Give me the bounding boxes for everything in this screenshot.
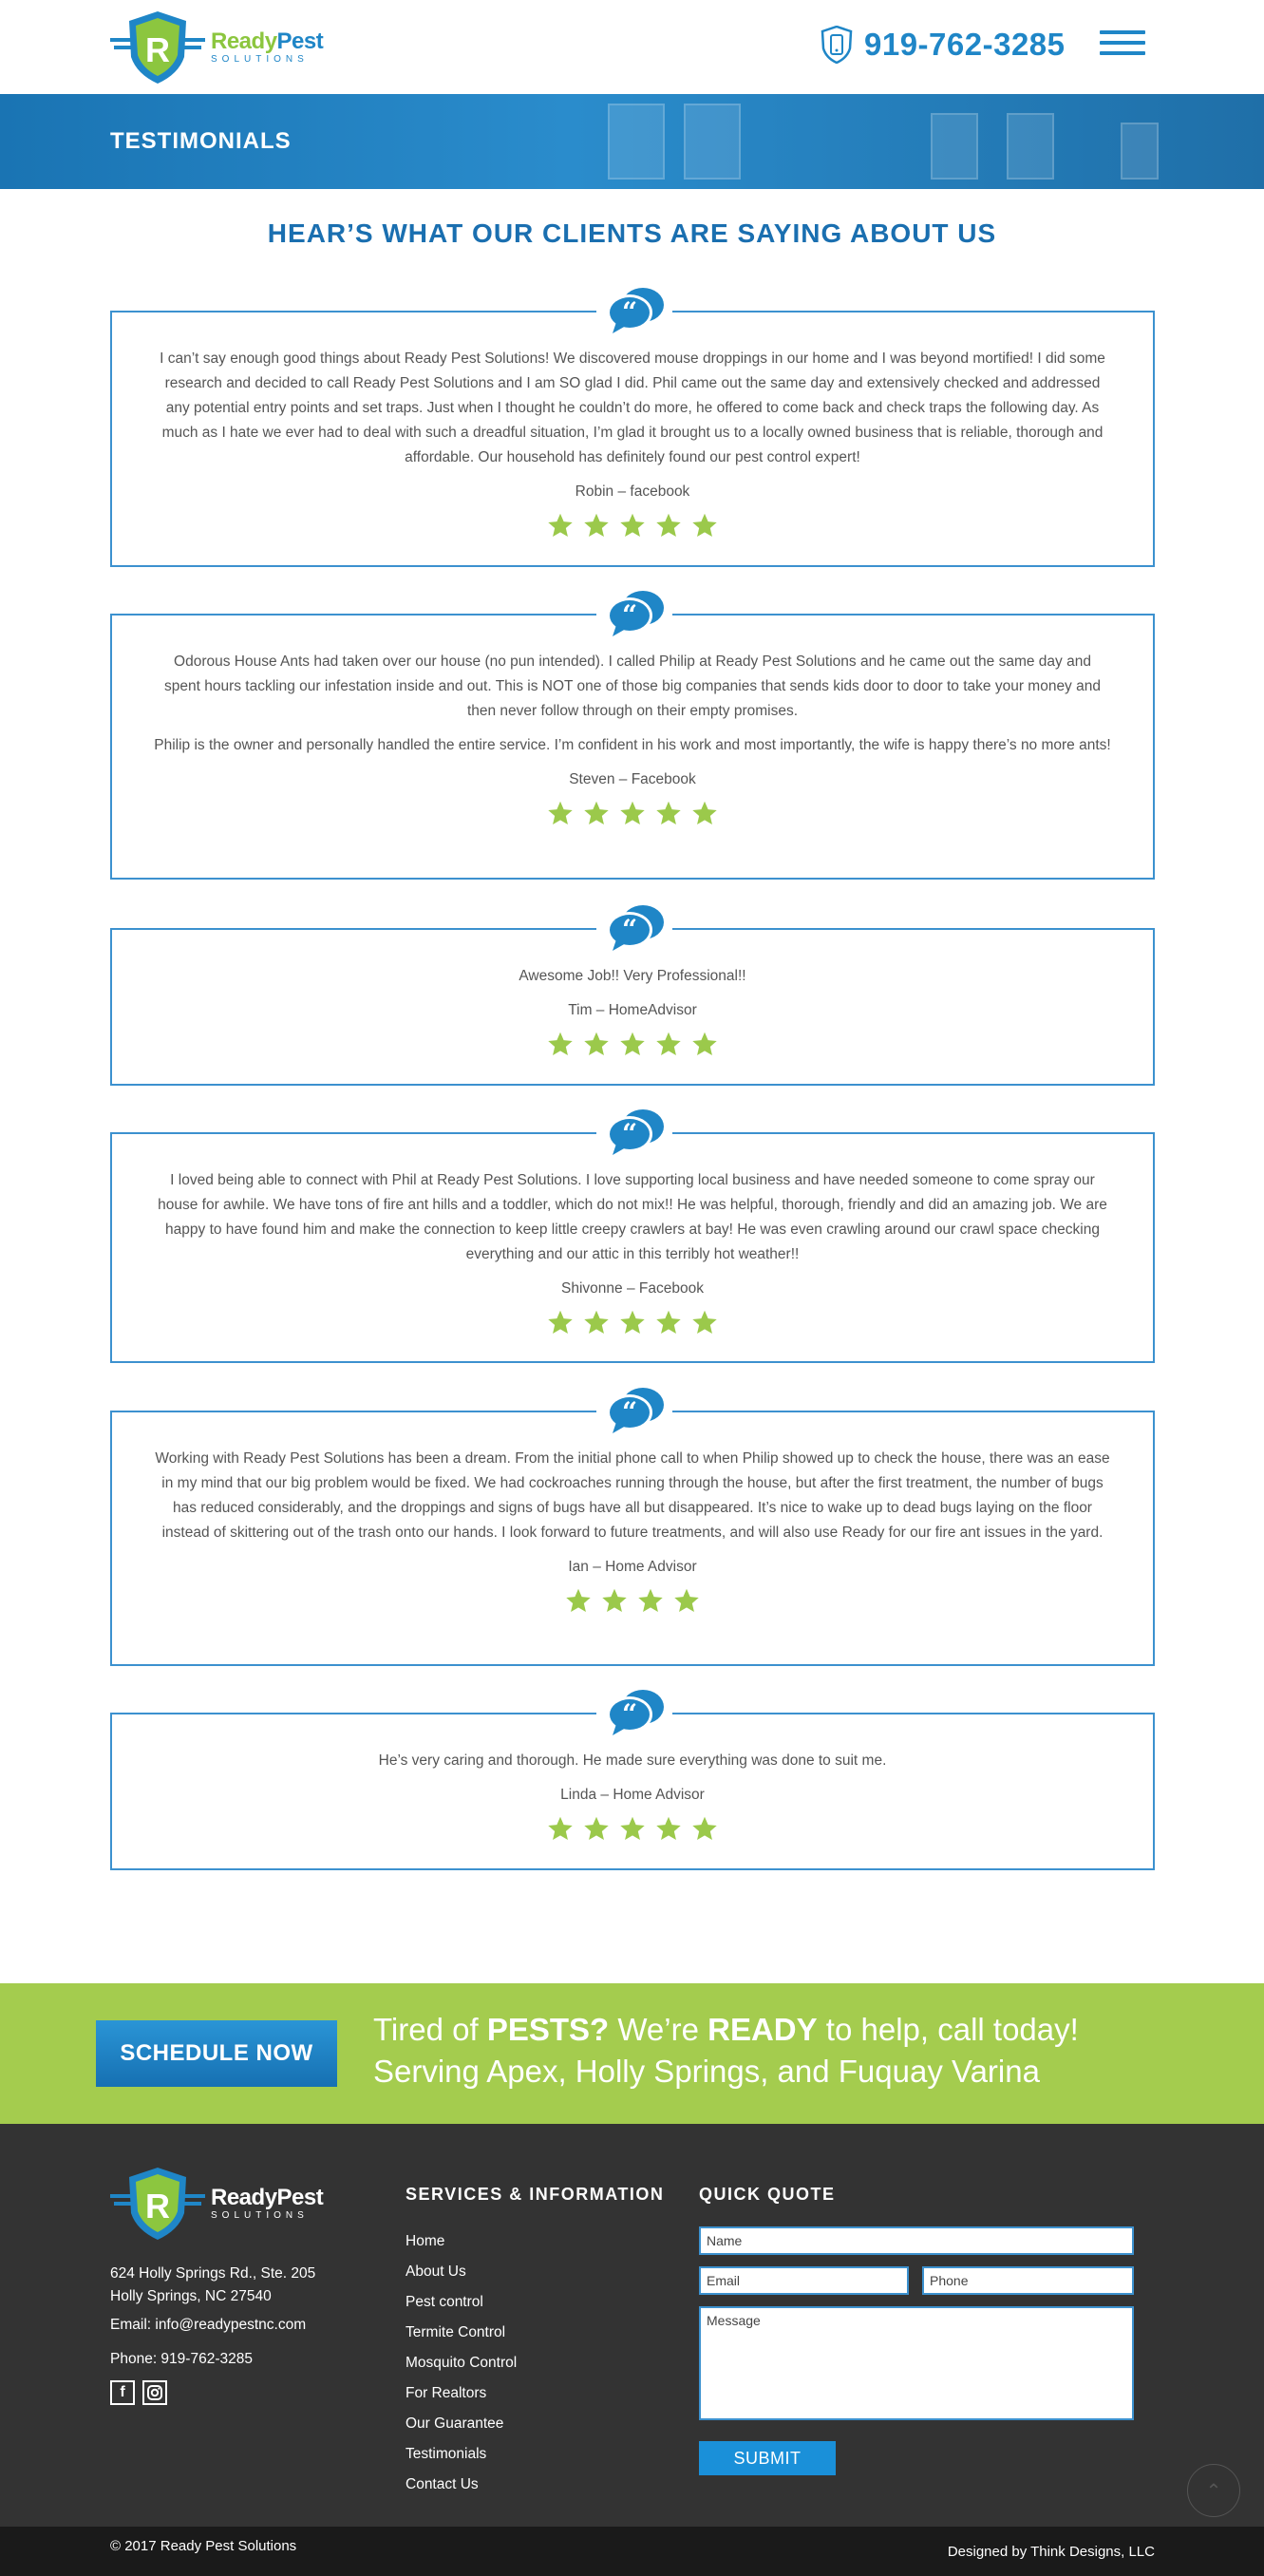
quote-bubble-icon xyxy=(596,282,672,339)
star-rating xyxy=(112,1031,1153,1062)
star-icon xyxy=(655,1815,682,1847)
footer-link-contact-us[interactable]: Contact Us xyxy=(406,2476,479,2492)
star-icon xyxy=(547,1815,574,1847)
email-field[interactable]: Email xyxy=(699,2266,909,2295)
footer-link-testimonials[interactable]: Testimonials xyxy=(406,2446,487,2462)
testimonial-text: I can’t say enough good things about Ready Pest Solutions! We discovered mouse droppings in our home and I was beyond mortified! I did some research and decided to call Ready Pest Solutions and I am SO glad I did. Phil came out the same day and extensively checked and addressed any potential entry points and set traps. Just when I thought he couldn’t do more, he offered to come back and check traps the following day. As much as I hate we ever had to deal with such a dreadful situation, I’m glad it brought us to a locally owned business that is reliable, thorough and affordable. Our household has definitely found our pest control expert! xyxy=(160,350,1105,465)
bottom-bar xyxy=(0,2527,1264,2576)
star-icon xyxy=(691,1815,718,1847)
cta-headline: Tired of PESTS? We’re READY to help, call today! xyxy=(373,2012,1079,2047)
star-icon xyxy=(691,1031,718,1062)
back-to-top-icon[interactable]: ⌃ xyxy=(1187,2464,1240,2517)
star-icon xyxy=(691,512,718,543)
star-icon xyxy=(619,1815,646,1847)
schedule-now-button[interactable]: SCHEDULE NOW xyxy=(96,2020,337,2087)
star-icon xyxy=(547,1031,574,1062)
logo-ready-text: Ready xyxy=(211,28,277,54)
page-title: TESTIMONIALS xyxy=(110,128,292,154)
footer-link-our-guarantee[interactable]: Our Guarantee xyxy=(406,2415,504,2432)
phone-number[interactable]: 919-762-3285 xyxy=(864,27,1066,62)
footer-email[interactable]: Email: info@readypestnc.com xyxy=(110,2317,307,2333)
testimonial-author: Tim – HomeAdvisor xyxy=(568,1002,697,1018)
star-icon xyxy=(655,1031,682,1062)
star-icon xyxy=(565,1587,592,1619)
testimonial-card xyxy=(110,914,1155,1086)
svg-text:“: “ xyxy=(621,1698,638,1730)
footer-link-about-us[interactable]: About Us xyxy=(406,2263,466,2280)
quick-quote-heading: QUICK QUOTE xyxy=(699,2185,836,2204)
quote-bubble-icon xyxy=(596,1684,672,1741)
instagram-icon[interactable] xyxy=(142,2380,167,2405)
testimonial-text: Awesome Job!! Very Professional!! xyxy=(519,968,746,984)
quote-bubble-icon xyxy=(596,1104,672,1161)
star-icon xyxy=(547,800,574,831)
star-icon xyxy=(583,1309,610,1340)
testimonial-author: Ian – Home Advisor xyxy=(568,1559,697,1575)
svg-text:“: “ xyxy=(621,914,638,945)
star-icon xyxy=(619,1031,646,1062)
submit-button[interactable]: SUBMIT xyxy=(699,2441,836,2475)
page-banner xyxy=(0,94,1264,189)
footer-link-for-realtors[interactable]: For Realtors xyxy=(406,2385,487,2401)
logo-sub-text: SOLUTIONS xyxy=(211,54,309,65)
cta-band xyxy=(0,1983,1264,2124)
footer-logo[interactable]: R ReadyPest SOLUTIONS xyxy=(110,2166,348,2242)
site-footer xyxy=(0,2124,1264,2527)
shield-logo-icon xyxy=(110,2166,205,2242)
star-rating xyxy=(112,1309,1153,1340)
quote-bubble-icon xyxy=(596,1382,672,1439)
star-icon xyxy=(673,1587,700,1619)
phone-field[interactable]: Phone xyxy=(922,2266,1134,2295)
star-icon xyxy=(583,1815,610,1847)
star-icon xyxy=(583,1031,610,1062)
star-rating xyxy=(112,800,1153,831)
svg-text:“: “ xyxy=(621,296,638,328)
phone-shield-icon xyxy=(821,26,853,64)
name-field[interactable]: Name xyxy=(699,2226,1134,2255)
quote-bubble-icon xyxy=(596,585,672,642)
testimonial-text: Working with Ready Pest Solutions has been a dream. From the initial phone call to when Philip showed up to check the house, there was an ease in my mind that our big problem would be fixed. We had cockroaches running through the house, but after the first treatment, the number of bugs has reduced considerably, and the droppings and signs of bugs have all but disappeared. It’s nice to wake up to dead bugs laying on the floor instead of skittering out of the trash onto our hands. I look forward to future treatments, and will also use Ready for our fire ant issues in the yard. xyxy=(155,1450,1110,1541)
svg-text:“: “ xyxy=(621,599,638,631)
star-icon xyxy=(619,1309,646,1340)
footer-link-pest-control[interactable]: Pest control xyxy=(406,2294,483,2310)
footer-link-termite-control[interactable]: Termite Control xyxy=(406,2324,506,2340)
star-icon xyxy=(691,800,718,831)
footer-phone[interactable]: Phone: 919-762-3285 xyxy=(110,2351,253,2367)
star-icon xyxy=(691,1309,718,1340)
star-icon xyxy=(583,512,610,543)
header-phone[interactable] xyxy=(821,21,1066,68)
star-icon xyxy=(601,1587,628,1619)
footer-links xyxy=(406,2226,517,2500)
logo-pest-text: Pest xyxy=(276,28,324,54)
svg-text:“: “ xyxy=(621,1118,638,1149)
testimonial-author: Steven – Facebook xyxy=(569,771,696,787)
testimonial-text: Odorous House Ants had taken over our house (no pun intended). I called Philip at Ready Pest Solutions and he came out the same day and spent hours tackling our infestation inside and out. This is NOT one of those big companies that sends kids door to door to take your money and then never follow through on their empty promises. xyxy=(164,653,1101,719)
shield-logo-icon xyxy=(110,9,205,85)
svg-text:R: R xyxy=(145,2187,170,2226)
footer-address: 624 Holly Springs Rd., Ste. 205 Holly Springs, NC 27540 xyxy=(110,2265,316,2304)
star-icon xyxy=(655,800,682,831)
star-icon xyxy=(583,800,610,831)
star-icon xyxy=(547,1309,574,1340)
star-rating xyxy=(112,1587,1153,1619)
star-icon xyxy=(655,512,682,543)
svg-text:“: “ xyxy=(621,1396,638,1428)
testimonial-author: Robin – facebook xyxy=(575,483,690,500)
section-title: HEAR’S WHAT OUR CLIENTS ARE SAYING ABOUT US xyxy=(267,218,997,248)
testimonial-text: He’s very caring and thorough. He made sure everything was done to suit me. xyxy=(378,1752,887,1769)
footer-link-mosquito-control[interactable]: Mosquito Control xyxy=(406,2355,518,2371)
testimonial-card xyxy=(110,1118,1155,1363)
footer-link-home[interactable]: Home xyxy=(406,2233,445,2249)
star-icon xyxy=(619,512,646,543)
services-heading: SERVICES & INFORMATION xyxy=(406,2185,665,2204)
star-rating xyxy=(112,1815,1153,1847)
testimonial-text: I loved being able to connect with Phil at Ready Pest Solutions. I love supporting local business and have needed someone to come spray our house for awhile. We have tons of fire ant hills and a toddler, which do not mix!! He was helpful, thorough, friendly and did an amazing job. We are happy to have found him and make the connection to keep little creepy crawlers at bay! He was even crawling around our crawl space checking everything and our attic in this terribly hot weather!! xyxy=(158,1172,1107,1262)
star-icon xyxy=(637,1587,664,1619)
star-icon xyxy=(547,512,574,543)
cta-service-area: Serving Apex, Holly Springs, and Fuquay Varina xyxy=(373,2054,1040,2089)
message-field[interactable]: Message xyxy=(699,2306,1134,2420)
svg-text:R: R xyxy=(145,30,170,69)
quote-bubble-icon xyxy=(596,900,672,957)
testimonial-card xyxy=(110,296,1155,567)
testimonial-author: Shivonne – Facebook xyxy=(561,1280,704,1297)
testimonial-author: Linda – Home Advisor xyxy=(560,1787,705,1803)
designer-credit[interactable]: Designed by Think Designs, LLC xyxy=(947,2544,1155,2560)
testimonial-card xyxy=(110,1698,1155,1870)
star-icon xyxy=(655,1309,682,1340)
testimonial-text: Philip is the owner and personally handled the entire service. I’m confident in his work and most importantly, the wife is happy there’s no more ants! xyxy=(154,737,1111,753)
star-rating xyxy=(112,512,1153,543)
site-logo[interactable] xyxy=(110,9,348,85)
menu-hamburger-icon[interactable] xyxy=(1100,30,1145,59)
copyright-text: © 2017 Ready Pest Solutions xyxy=(110,2538,297,2554)
site-header xyxy=(0,0,1264,94)
testimonial-card xyxy=(110,1396,1155,1666)
facebook-icon[interactable]: f xyxy=(110,2380,135,2405)
star-icon xyxy=(619,800,646,831)
testimonial-card xyxy=(110,599,1155,880)
